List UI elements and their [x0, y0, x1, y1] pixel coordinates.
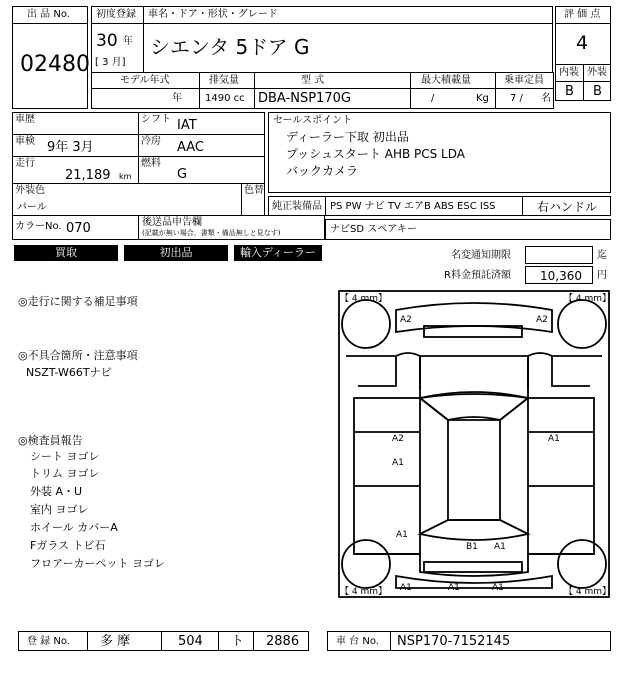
- sales-line-1: ディーラー下取 初出品: [286, 130, 409, 144]
- score-value: 4: [576, 32, 589, 54]
- lot-number: 02480: [20, 52, 90, 77]
- driving-heading: ◎走行に関する補足事項: [18, 295, 138, 308]
- ext-color-label: 外装色: [15, 185, 45, 196]
- defect-item: NSZT-W66Tナビ: [26, 366, 112, 379]
- left-side-body: [354, 398, 420, 554]
- shift-label: シフト: [141, 114, 171, 125]
- wheel-front-left: [342, 300, 390, 348]
- type-cell: [254, 88, 411, 109]
- defect-heading: ◎不具合箇所・注意事項: [18, 349, 138, 362]
- interior-label: 内装: [559, 67, 579, 78]
- grade-label: 評 価 点: [564, 9, 601, 20]
- max-load-sep: /: [431, 93, 435, 104]
- inspector-item: 外装 A・U: [30, 485, 83, 498]
- post-report-cell: [138, 215, 325, 240]
- exterior-label: 外装: [587, 67, 607, 78]
- reg-kana-cell: [218, 631, 254, 651]
- exterior-label-cell: [583, 64, 611, 82]
- lot-number-cell: [12, 23, 88, 109]
- tire-mark-front-left: 【 4 mm】: [340, 294, 387, 304]
- rear-bumper: [396, 576, 552, 588]
- tire-mark-rear-left: 【 4 mm】: [340, 587, 387, 597]
- post-report-label: 後送品申告欄: [142, 217, 202, 228]
- rear-glass: [420, 520, 528, 540]
- equipment-value: PS PW ナビ TV エアB ABS ESC ISS: [330, 201, 496, 212]
- shift-cell: [138, 112, 265, 135]
- post-report-note: (記載が無い場合、書類・備品無しと見なす): [142, 229, 281, 237]
- wheel-rear-left: [342, 540, 390, 588]
- import-dealer-badge: 輸入ディーラー: [234, 245, 322, 261]
- displacement-label: 排気量: [209, 75, 239, 86]
- mileage-cell: [12, 156, 139, 184]
- history-label: 車歴: [15, 114, 35, 125]
- max-load-label-cell: [410, 72, 496, 89]
- chassis-value-cell: [390, 631, 611, 651]
- reg-kana: ト: [231, 634, 245, 649]
- month-value: [ 3 月]: [95, 57, 126, 68]
- reg-number: 2886: [266, 634, 300, 649]
- model-year-unit: 年: [172, 93, 182, 104]
- grade-label-cell: [555, 6, 611, 24]
- mileage-unit: km: [119, 172, 132, 181]
- equipment-second: ナビSD スペアキー: [330, 224, 417, 235]
- exterior-grade-cell: [583, 81, 611, 101]
- recycle-unit: 円: [597, 270, 607, 281]
- ac-label: 冷房: [141, 136, 161, 147]
- capacity-label-cell: [495, 72, 554, 89]
- damage-mark-rear-glass: B1: [466, 542, 478, 552]
- displacement-value: 1490 cc: [205, 93, 245, 104]
- ext-color-cell: [12, 183, 242, 216]
- sales-point-cell: [268, 112, 611, 193]
- damage-mark-right-door: A1: [548, 434, 560, 444]
- interior-label-cell: [555, 64, 584, 82]
- car-name: シエンタ 5ドア G: [150, 35, 310, 59]
- purchase-badge: 買取: [14, 245, 118, 261]
- damage-mark-rear-bumper-center: A1: [448, 583, 460, 593]
- max-load-cell: [410, 88, 496, 109]
- damage-mark-rear-bumper-right: A1: [492, 583, 504, 593]
- chassis-label: 車 台 No.: [336, 636, 379, 647]
- max-load-unit: Kg: [476, 93, 489, 104]
- fuel-label: 燃料: [141, 158, 161, 169]
- car-label-cell: [143, 6, 553, 24]
- sales-line-3: バックカメラ: [286, 164, 359, 178]
- car-diagram: [338, 290, 610, 598]
- damage-mark-front-bumper-right: A2: [536, 315, 548, 325]
- inspector-item: シート ヨゴレ: [30, 450, 100, 463]
- history-cell: [12, 112, 139, 135]
- reg-number-cell: [253, 631, 309, 651]
- right-side-body: [528, 398, 594, 554]
- roof: [448, 420, 500, 520]
- recycle-box: [525, 266, 593, 284]
- equipment-second-cell: [325, 219, 611, 240]
- reg-label-cell: [18, 631, 88, 651]
- equipment-label-cell: [268, 196, 326, 216]
- damage-mark-front-bumper-left: A2: [400, 315, 412, 325]
- sales-point-label: セールスポイント: [273, 115, 353, 126]
- recycle-label: R料金預託済額: [444, 270, 511, 281]
- inspector-item: Fガラス トビ石: [30, 539, 106, 552]
- displacement-label-cell: [199, 72, 255, 89]
- inspection-cell: [12, 134, 139, 157]
- name-change-unit: 迄: [597, 250, 607, 261]
- lot-label: 出 品 No.: [27, 9, 70, 20]
- lot-label-cell: [12, 6, 88, 24]
- color-mark-cell: [241, 183, 265, 216]
- reg-class-cell: [161, 631, 219, 651]
- damage-mark-rear-bumper-left: A1: [400, 583, 412, 593]
- color-no-label: カラーNo.: [15, 221, 62, 232]
- type-value: DBA-NSP170G: [258, 91, 351, 106]
- chassis-value: NSP170-7152145: [397, 634, 511, 649]
- name-change-label: 名変通知期限: [451, 250, 511, 261]
- max-load-label: 最大積載量: [421, 75, 471, 86]
- car-label: 車名・ドア・形状・グレード: [148, 9, 278, 20]
- damage-mark-left-rear: A1: [396, 530, 408, 540]
- wheel-front-right: [558, 300, 606, 348]
- year-unit: 年: [123, 36, 133, 47]
- reg-label: 登 録 No.: [27, 636, 70, 647]
- reg-area: 多 摩: [100, 634, 131, 649]
- type-label: 型 式: [301, 75, 325, 86]
- model-year-cell: [91, 88, 200, 109]
- handle-cell: [522, 196, 611, 216]
- reg-area-cell: [87, 631, 162, 651]
- equipment-label: 純正装備品: [272, 201, 322, 212]
- year-value: 30: [96, 31, 118, 51]
- inspection-label: 車検: [15, 136, 35, 147]
- inspector-item: トリム ヨゴレ: [30, 467, 100, 480]
- color-no-cell: [12, 215, 139, 240]
- tire-mark-rear-right: 【 4 mm】: [564, 587, 611, 597]
- ac-value: AAC: [177, 140, 204, 155]
- inspector-item: フロアーカーペット ヨゴレ: [30, 557, 165, 570]
- inspection-value: 9年 3月: [47, 140, 94, 155]
- model-year-label: モデル年式: [120, 75, 170, 86]
- first-reg-label-cell: [91, 6, 144, 24]
- model-year-label-cell: [91, 72, 200, 89]
- capacity-cell: [495, 88, 554, 109]
- first-reg-label: 初度登録: [96, 9, 136, 20]
- wheel-rear-right: [558, 540, 606, 588]
- tire-mark-front-right: 【 4 mm】: [564, 294, 611, 304]
- fuel-cell: [138, 156, 265, 184]
- inspector-item: 室内 ヨゴレ: [30, 503, 89, 516]
- car-name-cell: [143, 23, 553, 73]
- recycle-value: 10,360: [540, 269, 582, 283]
- equipment-value-cell: [325, 196, 523, 216]
- type-label-cell: [254, 72, 411, 89]
- score-cell: [555, 23, 611, 65]
- inspector-item: ホイール カバーA: [30, 521, 118, 534]
- color-no-value: 070: [66, 221, 91, 236]
- interior-grade-cell: [555, 81, 584, 101]
- reg-class: 504: [178, 634, 203, 649]
- capacity-label: 乗車定員: [504, 75, 544, 86]
- handle-value: 右ハンドル: [537, 200, 598, 214]
- color-mark-label: 色替: [244, 185, 264, 196]
- ext-color-value: パール: [17, 202, 47, 213]
- damage-mark-left-door-front: A2: [392, 434, 404, 444]
- capacity-unit: 名: [541, 93, 551, 104]
- shift-value: IAT: [177, 118, 197, 133]
- exterior-grade: B: [593, 84, 602, 99]
- chassis-label-cell: [327, 631, 391, 651]
- inspector-heading: ◎検査員報告: [18, 434, 83, 447]
- front-bumper: [396, 303, 552, 332]
- fuel-value: G: [177, 167, 188, 182]
- first-listing-badge: 初出品: [124, 245, 228, 261]
- sales-line-2: プッシュスタート AHB PCS LDA: [286, 147, 465, 161]
- damage-mark-left-door-rear: A1: [392, 458, 404, 468]
- name-change-box: [525, 246, 593, 264]
- displacement-cell: [199, 88, 255, 109]
- damage-mark-rear-right: A1: [494, 542, 506, 552]
- ac-cell: [138, 134, 265, 157]
- capacity-value: 7 /: [510, 93, 523, 104]
- year-cell: [91, 23, 144, 73]
- interior-grade: B: [565, 84, 574, 99]
- mileage-value: 21,189: [65, 168, 111, 183]
- mileage-label: 走行: [15, 158, 35, 169]
